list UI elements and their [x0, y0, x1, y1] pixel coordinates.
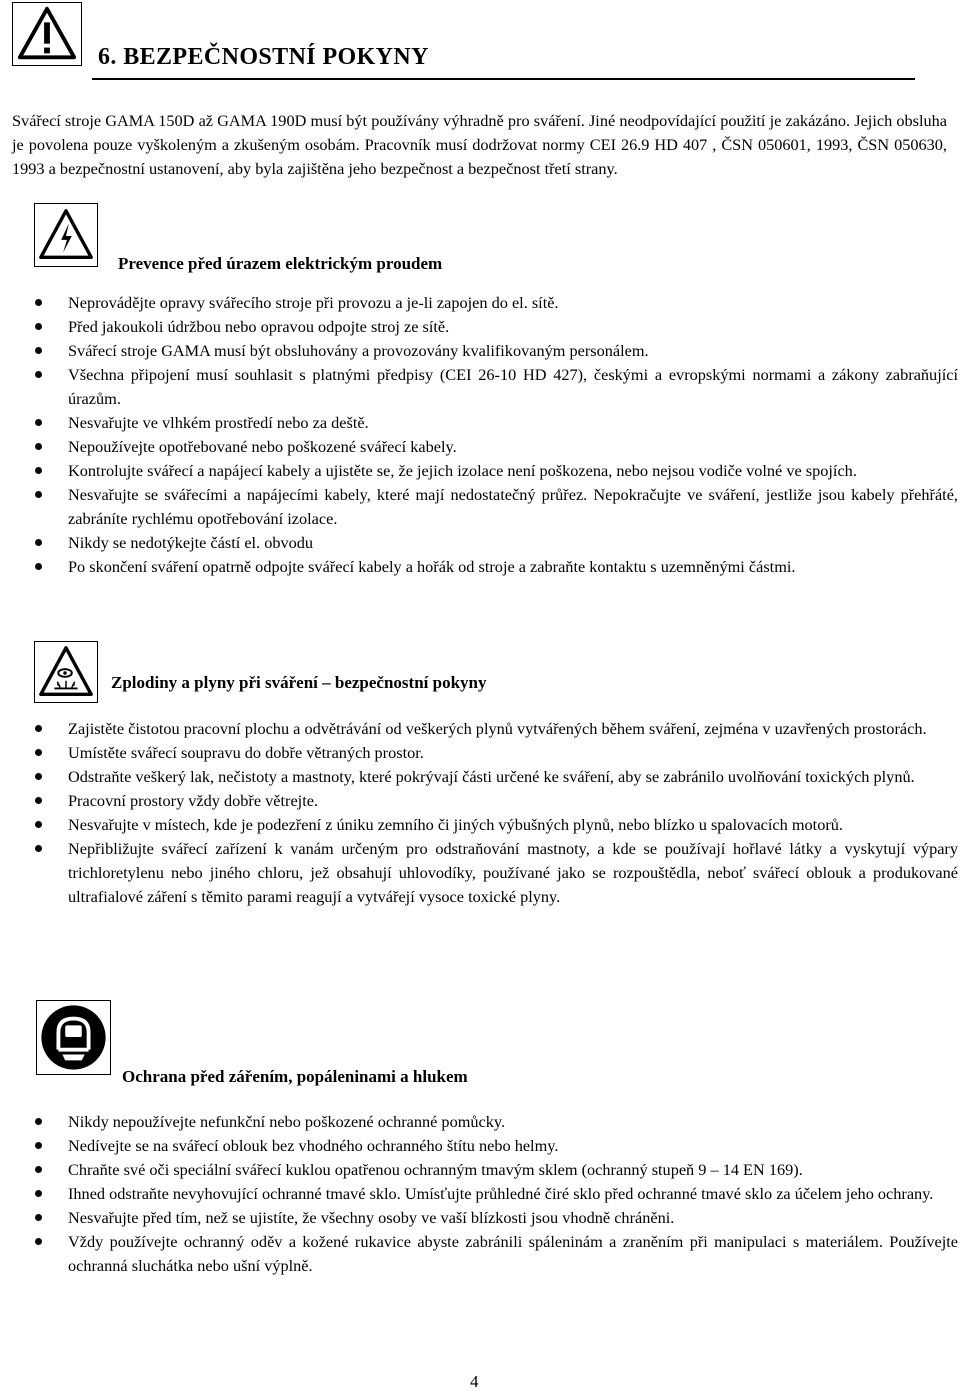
face-shield-icon [36, 1000, 111, 1075]
list-item: Pracovní prostory vždy dobře větrejte. [12, 789, 958, 813]
list-item: Kontrolujte svářecí a napájecí kabely a ujistěte se, že jejich izolace není poškozena, nebo nejsou vodiče volné ve spojích. [12, 459, 958, 483]
list-item: Neprovádějte opravy svářecího stroje při provozu a je-li zapojen do el. sítě. [12, 291, 958, 315]
list-item: Umístěte svářecí soupravu do dobře větraných prostor. [12, 741, 958, 765]
list-item: Chraňte své oči speciální svářecí kuklou opatřenou ochranným tmavým sklem (ochranný stupeň 9 – 14 EN 169). [12, 1158, 958, 1182]
page-number: 4 [470, 1372, 479, 1391]
fumes-safety-list [12, 717, 958, 909]
fumes-hazard-icon [34, 641, 98, 703]
list-item: Nesvařujte v místech, kde je podezření z úniku zemního či jiných výbušných plynů, nebo blízko u spalovacích motorů. [12, 813, 958, 837]
radiation-safety-list [12, 1110, 958, 1278]
page-title: 6. BEZPEČNOSTNÍ POKYNY [98, 44, 429, 70]
intro-paragraph: Svářecí stroje GAMA 150D až GAMA 190D musí být používány výhradně pro sváření. Jiné neodpovídající použití je zakázáno. Jejich obsluha je povolena pouze vyškoleným a zkušeným osobám. Pracovník musí dodržovat normy CEI 26.9 HD 407 , ČSN 050601, 1993, ČSN 050630, 1993 a bezpečnostní ustanovení, aby byla zajištěna jeho bezpečnost a bezpečnost třetí strany. [12, 111, 947, 178]
list-item: Nepoužívejte opotřebované nebo poškozené svářecí kabely. [12, 435, 958, 459]
section-heading-electric: Prevence před úrazem elektrickým proudem [118, 254, 443, 273]
list-item: Nikdy nepoužívejte nefunkční nebo poškozené ochranné pomůcky. [12, 1110, 958, 1134]
list-item: Nesvařujte před tím, než se ujistíte, že všechny osoby ve vaší blízkosti jsou vhodně chráněni. [12, 1206, 958, 1230]
list-item: Ihned odstraňte nevyhovující ochranné tmavé sklo. Umísťujte průhledné čiré sklo před ochranné tmavé sklo za účelem jeho ochrany. [12, 1182, 958, 1206]
list-item: Před jakoukoli údržbou nebo opravou odpojte stroj ze sítě. [12, 315, 958, 339]
section-heading-fumes: Zplodiny a plyny při sváření – bezpečnostní pokyny [111, 673, 487, 692]
list-item: Odstraňte veškerý lak, nečistoty a mastnoty, které pokrývají části určené ke sváření, aby se zabránilo uvolňování toxických plynů. [12, 765, 958, 789]
warning-icon [12, 2, 82, 66]
list-item: Nepřibližujte svářecí zařízení k vanám určeným pro odstraňování mastnoty, a kde se používají hořlavé látky a vyskytují výpary trichloretylenu nebo jiného chloru, jež obsahují uhlovodíky, používané jako se rozpouštědla, neboť svářecí oblouk a produkované ultrafialové záření s těmito parami reagují a vytvářejí vysoce toxické plyny. [12, 837, 958, 909]
electric-hazard-icon [34, 203, 98, 267]
list-item: Nesvařujte se svářecími a napájecími kabely, které mají nedostatečný průřez. Nepokračujte ve sváření, jestliže jsou kabely přehřáté, zabráníte rychlému opotřebování izolace. [12, 483, 958, 531]
list-item: Nedívejte se na svářecí oblouk bez vhodného ochranného štítu nebo helmy. [12, 1134, 958, 1158]
list-item: Vždy používejte ochranný oděv a kožené rukavice abyste zabránili spáleninám a zraněním při manipulaci s materiálem. Používejte ochranná sluchátka nebo ušní výplně. [12, 1230, 958, 1278]
title-underline [92, 78, 915, 80]
list-item: Nikdy se nedotýkejte částí el. obvodu [12, 531, 958, 555]
list-item: Zajistěte čistotou pracovní plochu a odvětrávání od veškerých plynů vytvářených během sváření, zejména v uzavřených prostorách. [12, 717, 958, 741]
list-item: Svářecí stroje GAMA musí být obsluhovány a provozovány kvalifikovaným personálem. [12, 339, 958, 363]
list-item: Všechna připojení musí souhlasit s platnými předpisy (CEI 26-10 HD 427), českými a evropskými normami a zákony zabraňující úrazům. [12, 363, 958, 411]
section-heading-radiation: Ochrana před zářením, popáleninami a hlukem [122, 1067, 468, 1086]
list-item: Nesvařujte ve vlhkém prostředí nebo za deště. [12, 411, 958, 435]
list-item: Po skončení sváření opatrně odpojte svářecí kabely a hořák od stroje a zabraňte kontaktu s uzemněnými částmi. [12, 555, 958, 579]
electric-safety-list [12, 291, 958, 579]
